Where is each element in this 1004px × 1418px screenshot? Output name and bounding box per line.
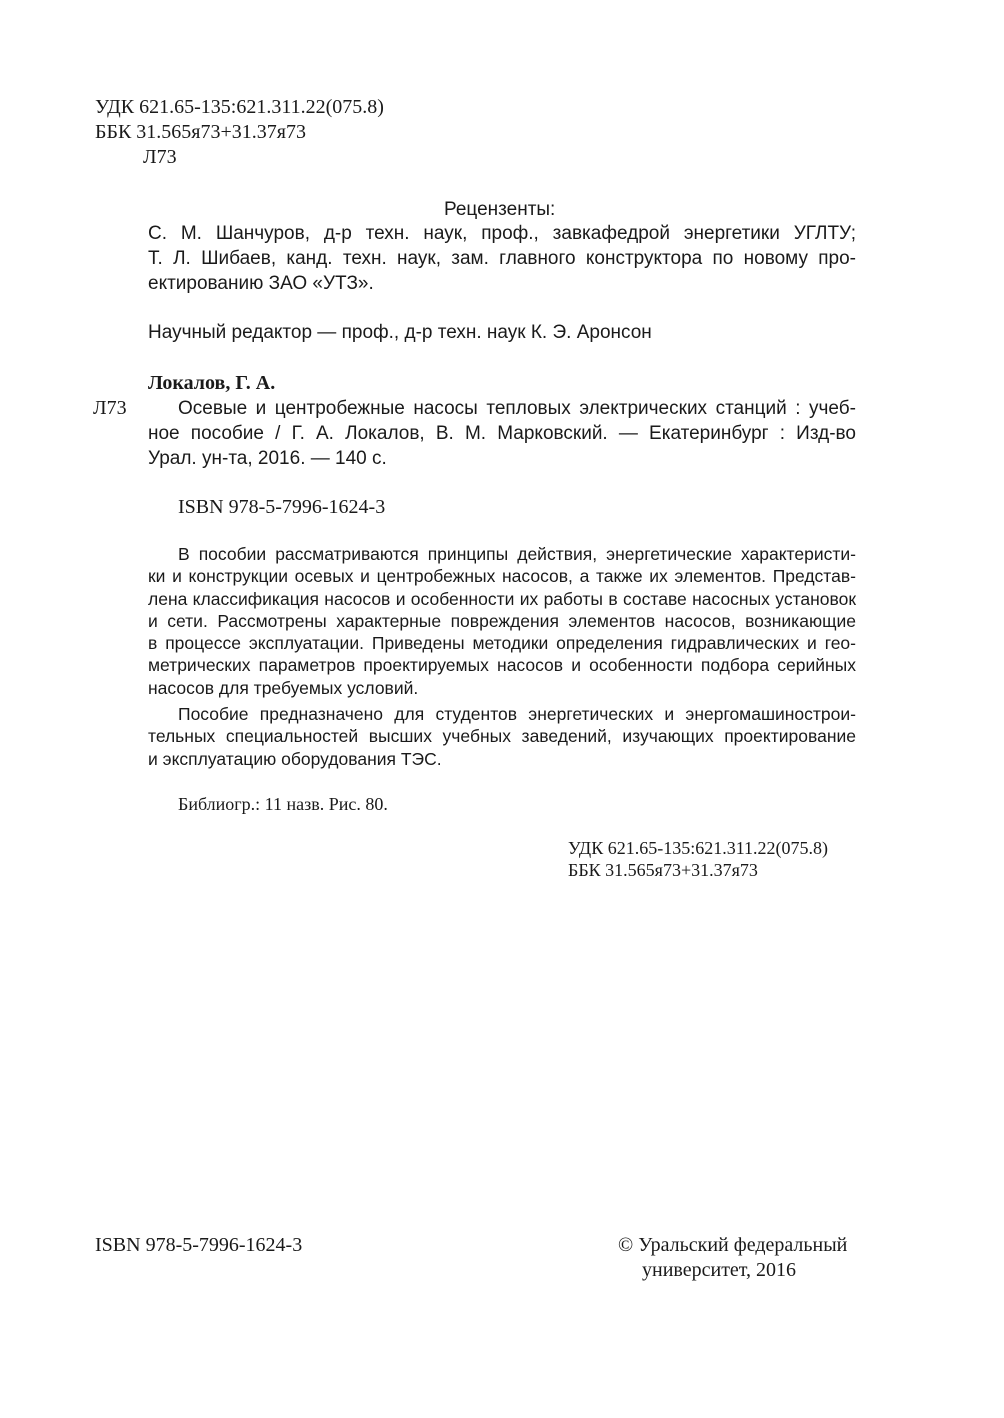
bib-description [148, 396, 856, 471]
abstract-line: тельных специальностей высших учебных заведений, изучающих проектирование [148, 726, 856, 747]
header-author-mark: Л73 [143, 146, 177, 168]
abstract-line: В пособии рассматриваются принципы действия, энергетические характеристи- [178, 544, 856, 564]
reviewer-line: С. М. Шанчуров, д-р техн. наук, проф., завкафедрой энергетики УГЛТУ; [148, 223, 856, 244]
abstract-line: ки и конструкции осевых и центробежных насосов, а также их элементов. Представ- [148, 566, 856, 587]
reviewers-block [148, 221, 856, 296]
footer-copyright [618, 1233, 847, 1283]
reviewers-heading: Рецензенты: [444, 199, 556, 220]
abstract-line: Пособие предназначено для студентов энергетических и энергомашинострои- [178, 704, 856, 724]
bib-line: ное пособие / Г. А. Локалов, В. М. Марковский. — Екатеринбург : Изд-во [148, 423, 856, 444]
bib-line: Осевые и центробежные насосы тепловых электрических станций : учеб- [178, 398, 856, 419]
bib-author-mark: Л73 [93, 397, 127, 419]
header-codes [95, 95, 384, 170]
abstract-line: лена классификация насосов и особенности их работы в составе насосных установок [148, 588, 856, 609]
reviewer-line: Т. Л. Шибаев, канд. техн. наук, зам. главного конструктора по новому про- [148, 248, 856, 269]
index-udk: УДК 621.65-135:621.311.22(075.8) [568, 838, 829, 858]
header-udk: УДК 621.65-135:621.311.22(075.8) [95, 96, 384, 118]
bib-line: Урал. ун-та, 2016. — 140 с. [148, 448, 387, 469]
scientific-editor: Научный редактор — проф., д-р техн. наук К. Э. Аронсон [148, 322, 652, 343]
abstract-line: и эксплуатацию оборудования ТЭС. [148, 748, 442, 769]
abstract-line: и сети. Рассмотрены характерные повреждения элементов насосов, возникающие [148, 610, 856, 631]
abstract-line: насосов для требуемых условий. [148, 677, 419, 698]
bib-isbn: ISBN 978-5-7996-1624-3 [178, 496, 386, 518]
abstract-paragraph-2 [148, 703, 856, 770]
author-name: Локалов, Г. А. [148, 372, 276, 394]
copyright-line: © Уральский федеральный [618, 1234, 848, 1256]
index-codes [568, 837, 828, 882]
abstract-line: в процессе эксплуатации. Приведены методики определения гидравлических и гео- [148, 633, 856, 654]
abstract-line: метрических параметров проектируемых насосов и особенности подбора серийных [148, 655, 856, 676]
abstract-paragraph-1 [148, 543, 856, 699]
index-bbk: ББК 31.565я73+31.37я73 [568, 860, 758, 881]
footer-isbn: ISBN 978-5-7996-1624-3 [95, 1234, 303, 1256]
bibliography-count: Библиогр.: 11 назв. Рис. 80. [178, 794, 388, 814]
copyright-line: университет, 2016 [642, 1259, 797, 1281]
reviewer-line: ектированию ЗАО «УТЗ». [148, 273, 374, 294]
header-bbk: ББК 31.565я73+31.37я73 [95, 121, 306, 143]
